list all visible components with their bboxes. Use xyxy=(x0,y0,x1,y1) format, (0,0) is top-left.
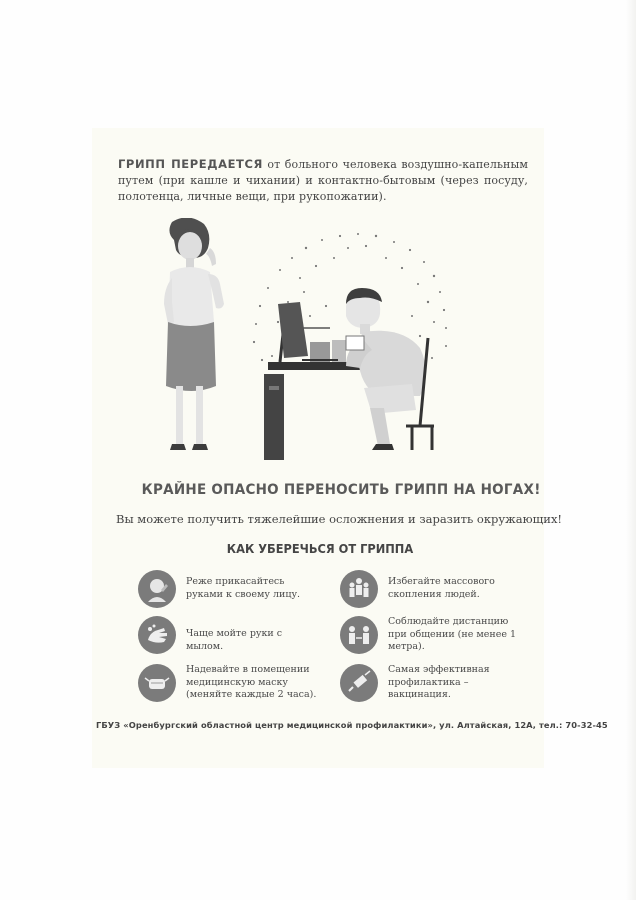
woman-figure xyxy=(164,218,224,450)
tip-text-mask: Надевайте в помещении медицинскую маску (меняйте каждые 2 часа). xyxy=(186,664,317,700)
intro-paragraph xyxy=(118,156,528,205)
warning-title: КРАЙНЕ ОПАСНО ПЕРЕНОСИТЬ ГРИПП НА НОГАХ! xyxy=(141,482,541,498)
crowd-icon xyxy=(340,570,378,608)
hand-wash-icon xyxy=(138,616,176,654)
intro-text: от больного человека воздушно-капельным путем (при кашле и чихании) и контактно-бытовым (через посуду, полотенца, личные вещи, при рукопожатии). xyxy=(118,158,528,203)
tip-text-crowd: Избегайте массового скопления людей. xyxy=(388,576,495,600)
tip-text-face: Реже прикасайтесь руками к своему лицу. xyxy=(186,576,301,600)
footer-address: ГБУЗ «Оренбургский областной центр медицинской профилактики», ул. Алтайская, 12А, тел.: 70-32-45 xyxy=(96,720,608,730)
office-illustration xyxy=(150,218,470,468)
syringe-icon xyxy=(340,664,378,702)
face-touch-icon xyxy=(138,570,176,608)
prevention-title: КАК УБЕРЕЧЬСЯ ОТ ГРИППА xyxy=(226,542,414,556)
tip-text-handwash: Чаще мойте руки с мылом. xyxy=(186,628,283,652)
tip-text-vaccine: Самая эффективная профилактика – вакцинация. xyxy=(388,664,490,700)
intro-lead: ГРИПП ПЕРЕДАЕТСЯ xyxy=(118,157,263,171)
warning-subtitle: Вы можете получить тяжелейшие осложнения и заразить окружающих! xyxy=(116,512,563,526)
tip-text-distance: Соблюдайте дистанцию при общении (не менее 1 метра). xyxy=(388,616,517,652)
mask-icon xyxy=(138,664,176,702)
distance-icon xyxy=(340,616,378,654)
scan-edge-shadow xyxy=(626,0,636,900)
